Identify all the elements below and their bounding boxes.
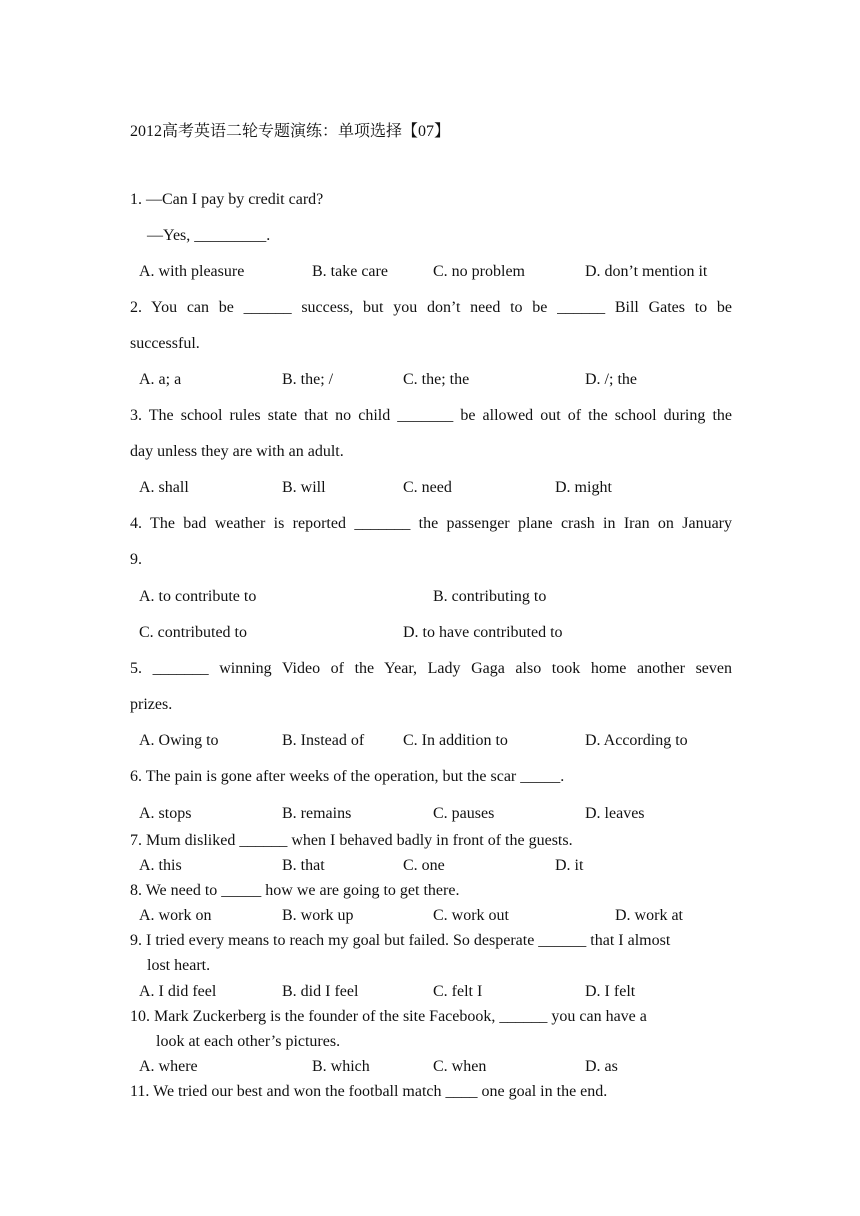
question-4-line-1-text: 4. The bad weather is reported _______ the passenger plane crash in Iran on January xyxy=(130,515,732,532)
question-7-option-c: C. one xyxy=(403,857,445,874)
question-6-option-d: D. leaves xyxy=(585,805,645,822)
question-7-line-1: 7. Mum disliked ______ when I behaved badly in front of the guests. xyxy=(130,832,573,849)
question-10-line-2: look at each other’s pictures. xyxy=(156,1033,341,1050)
question-7-option-a: A. this xyxy=(139,857,182,874)
question-5-option-a: A. Owing to xyxy=(139,732,219,749)
question-7-option-d: D. it xyxy=(555,857,584,874)
question-4-option-a: A. to contribute to xyxy=(139,588,257,605)
question-8-line-1: 8. We need to _____ how we are going to get there. xyxy=(130,882,460,899)
question-2-option-b: B. the; / xyxy=(282,371,334,388)
question-10-option-c: C. when xyxy=(433,1058,487,1075)
question-8-option-b: B. work up xyxy=(282,907,354,924)
question-4-option-c: C. contributed to xyxy=(139,624,247,641)
question-6-line-1: 6. The pain is gone after weeks of the operation, but the scar _____. xyxy=(130,768,565,785)
question-4-option-d: D. to have contributed to xyxy=(403,624,563,641)
question-4-line-1 xyxy=(130,514,732,534)
document-title: 2012高考英语二轮专题演练：单项选择【07】 xyxy=(130,123,451,140)
question-8-option-c: C. work out xyxy=(433,907,509,924)
question-7-option-b: B. that xyxy=(282,857,325,874)
question-1-option-b: B. take care xyxy=(312,263,388,280)
question-2-option-c: C. the; the xyxy=(403,371,470,388)
question-9-option-a: A. I did feel xyxy=(139,983,217,1000)
question-9-option-d: D. I felt xyxy=(585,983,636,1000)
question-5-line-1-text: 5. _______ winning Video of the Year, Lady Gaga also took home another seven xyxy=(130,660,732,677)
question-2-line-1-text: 2. You can be ______ success, but you don’t need to be ______ Bill Gates to be xyxy=(130,299,732,316)
question-9-option-c: C. felt I xyxy=(433,983,483,1000)
question-8-option-d: D. work at xyxy=(615,907,683,924)
question-2-option-a: A. a; a xyxy=(139,371,182,388)
question-3-line-2: day unless they are with an adult. xyxy=(130,443,344,460)
question-6-option-a: A. stops xyxy=(139,805,192,822)
question-9-line-1: 9. I tried every means to reach my goal but failed. So desperate ______ that I almost xyxy=(130,932,671,949)
question-5-line-1 xyxy=(130,659,732,679)
question-10-option-a: A. where xyxy=(139,1058,198,1075)
question-2-option-d: D. /; the xyxy=(585,371,637,388)
question-3-line-1 xyxy=(130,406,732,426)
question-10-option-d: D. as xyxy=(585,1058,618,1075)
question-3-option-c: C. need xyxy=(403,479,452,496)
question-5-option-d: D. According to xyxy=(585,732,688,749)
question-11-line-1: 11. We tried our best and won the football match ____ one goal in the end. xyxy=(130,1083,608,1100)
question-9-option-b: B. did I feel xyxy=(282,983,359,1000)
question-1-line-2: —Yes, _________. xyxy=(147,227,271,244)
question-8-option-a: A. work on xyxy=(139,907,212,924)
question-4-option-b: B. contributing to xyxy=(433,588,547,605)
question-1-line-1: 1. —Can I pay by credit card? xyxy=(130,191,324,208)
question-3-option-a: A. shall xyxy=(139,479,189,496)
question-6-option-b: B. remains xyxy=(282,805,352,822)
question-9-line-2: lost heart. xyxy=(147,957,211,974)
question-1-option-a: A. with pleasure xyxy=(139,263,245,280)
question-3-line-1-text: 3. The school rules state that no child _______ be allowed out of the school during the xyxy=(130,407,732,424)
question-10-line-1: 10. Mark Zuckerberg is the founder of the site Facebook, ______ you can have a xyxy=(130,1008,647,1025)
question-3-option-b: B. will xyxy=(282,479,326,496)
question-6-option-c: C. pauses xyxy=(433,805,495,822)
question-5-line-2: prizes. xyxy=(130,696,173,713)
question-5-option-c: C. In addition to xyxy=(403,732,508,749)
question-4-line-2: 9. xyxy=(130,551,142,568)
question-3-option-d: D. might xyxy=(555,479,612,496)
question-5-option-b: B. Instead of xyxy=(282,732,365,749)
question-1-option-c: C. no problem xyxy=(433,263,525,280)
question-10-option-b: B. which xyxy=(312,1058,370,1075)
question-2-line-1 xyxy=(130,298,732,318)
question-2-line-2: successful. xyxy=(130,335,200,352)
question-1-option-d: D. don’t mention it xyxy=(585,263,708,280)
